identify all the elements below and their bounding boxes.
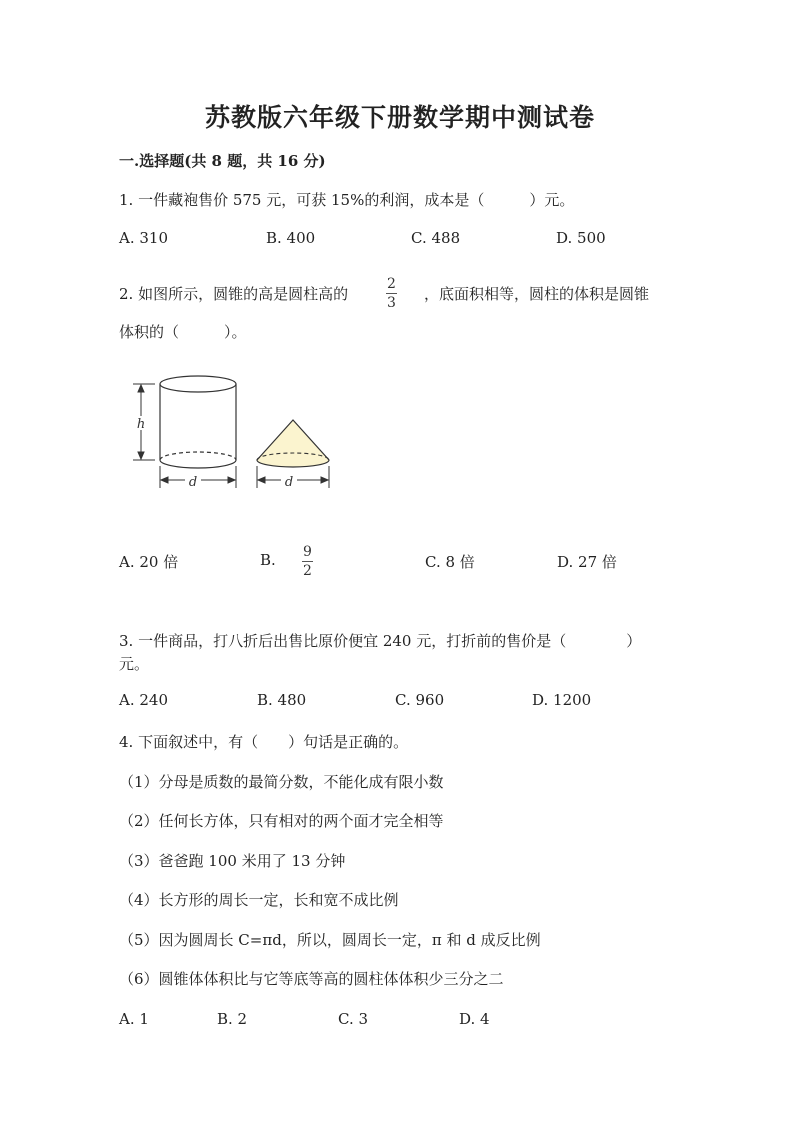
height-label: h: [136, 417, 146, 432]
question-2-fraction: [386, 276, 397, 311]
question-3-option-c: C. 960: [395, 691, 445, 709]
question-4-option-c: C. 3: [338, 1010, 369, 1028]
fraction-numerator: 9: [303, 544, 312, 560]
fraction-denominator: 2: [303, 563, 312, 579]
question-1-option-b: B. 400: [266, 229, 316, 247]
question-4-text: 4. 下面叙述中，有（ ）句话是正确的。: [119, 733, 409, 751]
question-2-option-d: D. 27 倍: [557, 553, 617, 571]
fraction-denominator: 3: [387, 295, 396, 311]
question-2-text-part1: 2. 如图所示，圆锥的高是圆柱高的: [119, 285, 349, 303]
question-3-text-line1: 3. 一件商品，打八折后出售比原价便宜 240 元，打折前的售价是（ ）: [119, 632, 642, 650]
question-2-option-c: C. 8 倍: [425, 553, 475, 571]
page-title: 苏教版六年级下册数学期中测试卷: [204, 103, 595, 132]
question-1-option-d: D. 500: [556, 229, 606, 247]
cylinder-cone-figure: [125, 370, 345, 500]
question-4-statement-6: （6）圆锥体体积比与它等底等高的圆柱体体积少三分之二: [119, 970, 504, 988]
question-1-option-c: C. 488: [411, 229, 461, 247]
fraction-bar: [386, 293, 397, 294]
question-2-option-a: A. 20 倍: [119, 553, 179, 571]
question-2-text-part2: ，底面积相等，圆柱的体积是圆锥: [424, 285, 650, 303]
question-3-option-b: B. 480: [257, 691, 307, 709]
question-4-option-b: B. 2: [217, 1010, 248, 1028]
question-1-option-a: A. 310: [119, 229, 168, 247]
question-4-statement-1: （1）分母是质数的最简分数，不能化成有限小数: [119, 773, 444, 791]
question-2-option-b-prefix: B.: [260, 551, 276, 569]
fraction-bar: [302, 561, 313, 562]
fraction-numerator: 2: [387, 276, 396, 292]
question-2-option-b-fraction: [302, 544, 313, 579]
cylinder-diameter-label: d: [188, 475, 198, 490]
question-4-statement-2: （2）任何长方体，只有相对的两个面才完全相等: [119, 812, 444, 830]
question-4-statement-5: （5）因为圆周长 C=πd，所以，圆周长一定，π 和 d 成反比例: [119, 931, 541, 949]
cone-shape: [257, 420, 329, 467]
section-heading: 一.选择题(共 8 题，共 16 分): [119, 152, 326, 170]
question-4-option-a: A. 1: [119, 1010, 149, 1028]
question-1-text: 1. 一件藏袍售价 575 元，可获 15%的利润，成本是（ ）元。: [119, 191, 575, 209]
question-4-statement-3: （3）爸爸跑 100 米用了 13 分钟: [119, 852, 346, 870]
question-3-option-d: D. 1200: [532, 691, 592, 709]
cylinder-shape: [160, 376, 236, 468]
question-4-statement-4: （4）长方形的周长一定，长和宽不成比例: [119, 891, 399, 909]
question-4-option-d: D. 4: [459, 1010, 490, 1028]
cone-diameter-label: d: [284, 475, 294, 490]
question-3-option-a: A. 240: [119, 691, 168, 709]
question-2-text-line2: 体积的（ ）。: [119, 323, 247, 341]
question-3-text-line2: 元。: [119, 655, 150, 673]
